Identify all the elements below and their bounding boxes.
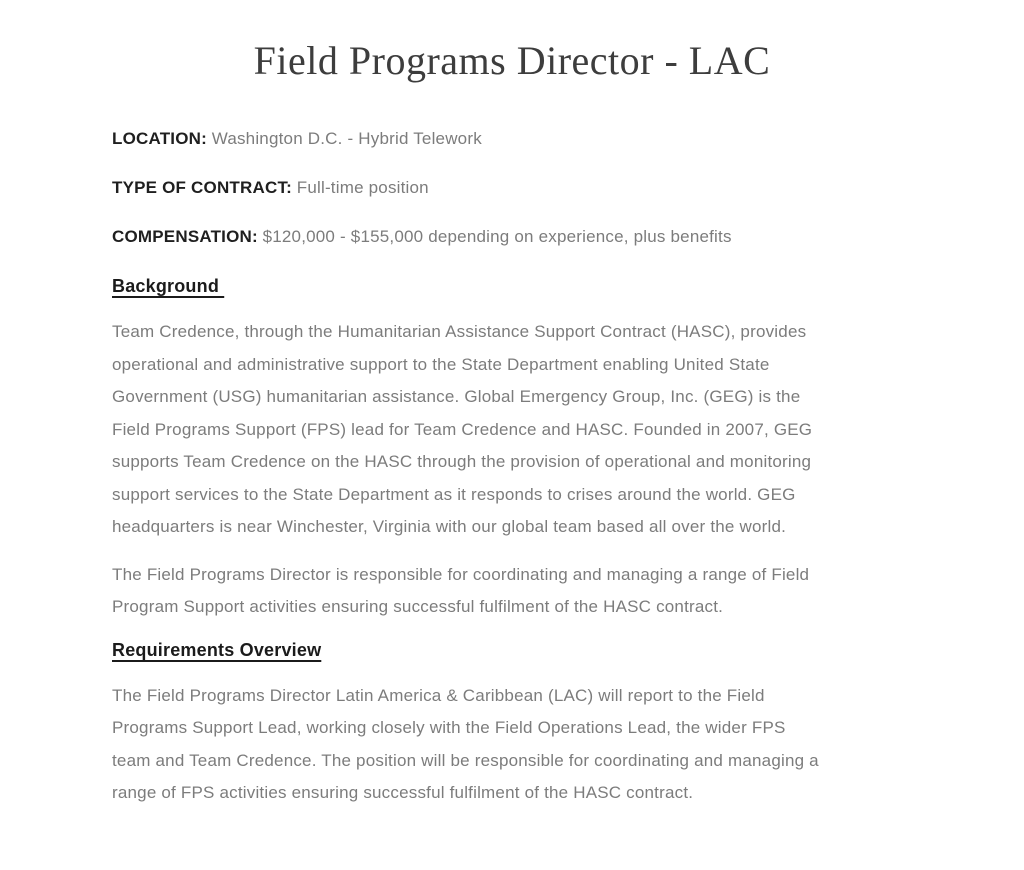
section-heading-background: [112, 275, 826, 298]
meta-line-contract-type: [112, 177, 826, 198]
contract-type-value: Full-time position: [296, 178, 429, 197]
compensation-value: $120,000 - $155,000 depending on experience, plus benefits: [262, 227, 732, 246]
background-paragraph-1: Team Credence, through the Humanitarian Assistance Support Contract (HASC), provides operational and administrative support to the State Department enabling United State Government (USG) humanitarian assistance. Global Emergency Group, Inc. (GEG) is the Field Programs Support (FPS) lead for Team Credence and HASC. Founded in 2007, GEG supports Team Credence on the HASC through the provision of operational and monitoring support services to the State Department as it responds to crises around the world. GEG headquarters is near Winchester, Virginia with our global team based all over the world.: [112, 322, 813, 536]
section-heading-requirements-overview-text: Requirements Overview: [112, 639, 322, 660]
compensation-label: COMPENSATION:: [112, 227, 258, 246]
document-body: [112, 128, 826, 810]
section-heading-background-text: Background: [112, 276, 225, 296]
contract-type-label: TYPE OF CONTRACT:: [112, 178, 293, 197]
background-paragraph-2: The Field Programs Director is responsible for coordinating and managing a range of Field Program Support activities ensuring successful fulfilment of the HASC contract.: [112, 564, 810, 616]
location-value: Washington D.C. - Hybrid Telework: [211, 129, 482, 148]
page-title: Field Programs Director - LAC: [253, 38, 771, 83]
location-label: LOCATION:: [112, 129, 207, 148]
section-heading-requirements-overview: [112, 639, 826, 662]
requirements-paragraph-1: The Field Programs Director Latin America & Caribbean (LAC) will report to the Field Programs Support Lead, working closely with the Field Operations Lead, the wider FPS team and Team Credence. The position will be responsible for coordinating and managing a range of FPS activities ensuring successful fulfilment of the HASC contract.: [112, 685, 819, 802]
meta-line-location: [112, 128, 826, 149]
meta-line-compensation: [112, 226, 826, 247]
